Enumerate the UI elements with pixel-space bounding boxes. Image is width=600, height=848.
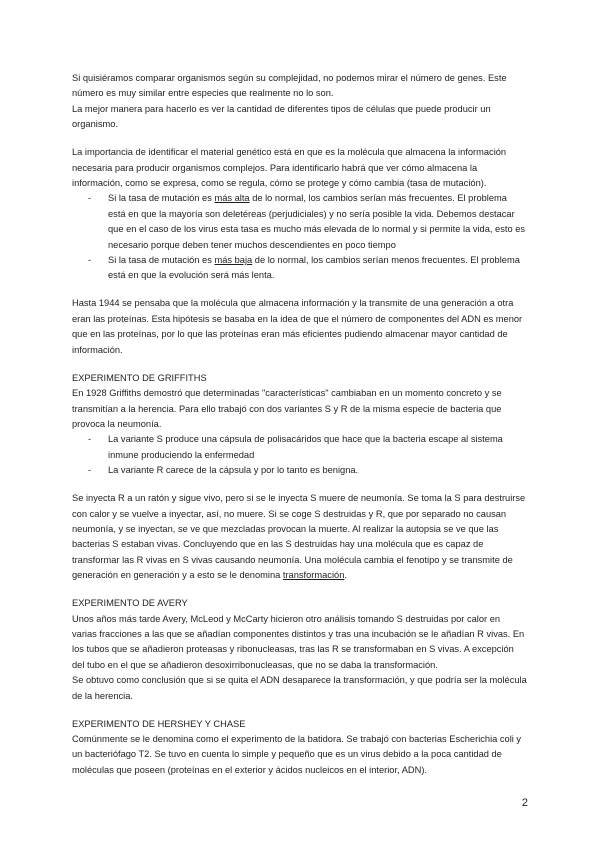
paragraph-avery-experiment: Unos años más tarde Avery, McLeod y McCarty hicieron otro análisis tomando S destruidas por calor en varias fracciones a las que se añadían componentes distintos y tras una incubación se le añadían R vivas. En los tubos que se añadieron proteasas y ribonucleasas, tras las R se transformaban en S vivas. A excepción del tubo en el que se añadieron desoxirribonucleasas, que no se daba la transformación. [72,613,525,670]
spacer [72,133,527,146]
variants-list [72,432,527,478]
paragraph-cell-types: La mejor manera para hacerlo es ver la cantidad de diferentes tipos de células que puede producir un organismo. [72,103,491,130]
page-number: 2 [521,797,528,809]
section-heading-hershey-chase: EXPERIMENTO DE HERSHEY Y CHASE [72,718,246,729]
list-item-text: de lo normal, los cambios serían menos frecuentes. El problema está en que la evolución será más lenta. [108,255,520,281]
paragraph-griffiths-intro: En 1928 Griffiths demostró que determinadas "características" cambiaban en un momento concreto y se transmitían a la herencia. Para ello trabajó con dos variantes S y R de la misma especie de bacteria que provoca la neumonía. [72,388,502,429]
spacer [72,284,527,297]
spacer [72,479,527,492]
paragraph-text: . [344,570,347,581]
paragraph-genes: Si quisiéramos comparar organismos según su complejidad, no podemos mirar el número de genes. Este número es muy similar entre especies que realmente no lo son. [72,73,507,99]
spacer [72,704,527,717]
list-item-text: Si la tasa de mutación es [108,193,215,204]
mutation-rate-list [72,191,527,283]
spacer [72,358,527,371]
page-content [72,71,527,778]
spacer [72,584,527,597]
list-item-text: Si la tasa de mutación es [108,255,215,266]
list-item [72,191,527,253]
underlined-term: más alta [214,193,250,204]
paragraph-avery-conclusion: Se obtuvo como conclusión que si se quita el ADN desaparece la transformación, y que podría ser la molécula de la herencia. [72,675,527,701]
paragraph-proteins-hypothesis: Hasta 1944 se pensaba que la molécula que almacena información y la transmite de una generación a otra eran las proteínas. Esta hipótesis se basaba en la idea de que el número de componentes del ADN es menor que en las proteínas, por lo que las proteínas eran más eficientes pudiendo almacenar mayor cantidad de información. [72,298,523,355]
section-heading-griffiths: EXPERIMENTO DE GRIFFITHS [72,372,207,383]
underlined-term: más baja [214,255,253,266]
list-item: - La variante S produce una cápsula de polisacáridos que hace que la bacteria escape al sistema inmune produciendo la enfermedad [72,432,527,463]
paragraph-genetic-material: La importancia de identificar el material genético está en que es la molécula que almacena la información necesaria para producir organismos complejos. Para identificarlo habrá que ver cómo almacena la información, como se expresa, como se regula, cómo se protege y cómo cambia (tasa de mutación). [72,147,507,189]
paragraph-text: Se inyecta R a un ratón y sigue vivo, pero si se le inyecta S muere de neumonía. Se toma la S para destruirse con calor y se vuelve a inyectar, así, no muere. Si se coge S destruidas y R, que por separado no causan neumonía, y se inyectan, se ve que mezcladas provocan la muerte. Al realizar la autopsia se ve que las bacterias S estaban vivas. Concluyendo que en las S destruidas hay una molécula que es capaz de transformar las R vivas en S vivas causando neumonía. Una molécula cambia el fenotipo y se transmite de generación en generación y a esto se le denomina [72,493,526,581]
underlined-term: transformación [282,570,345,581]
paragraph-hershey-chase: Comúnmente se le denomina como el experimento de la batidora. Se trabajó con bacterias Escherichia coli y un bacteriófago T2. Se tuvo en cuenta lo simple y pequeño que es un virus debido a la poca cantidad de moléculas que poseen (proteínas en el exterior y ácidos nucleicos en el interior, ADN). [72,734,522,775]
list-item [72,253,527,284]
list-item: - La variante R carece de la cápsula y por lo tanto es benigna. [72,463,527,478]
list-item-text: de lo normal, los cambios serían más frecuentes. El problema está en que la mayoría son deletéreas (perjudiciales) y no sería posible la vida. Debemos destacar que en el caso de los virus esta tasa es mucho más elevada de lo normal y si permite la vida, esto es necesario porque deben tener muchos descendientes en poco tiempo [108,193,526,250]
paragraph-griffiths-experiment [72,491,527,583]
section-heading-avery: EXPERIMENTO DE AVERY [72,598,188,609]
